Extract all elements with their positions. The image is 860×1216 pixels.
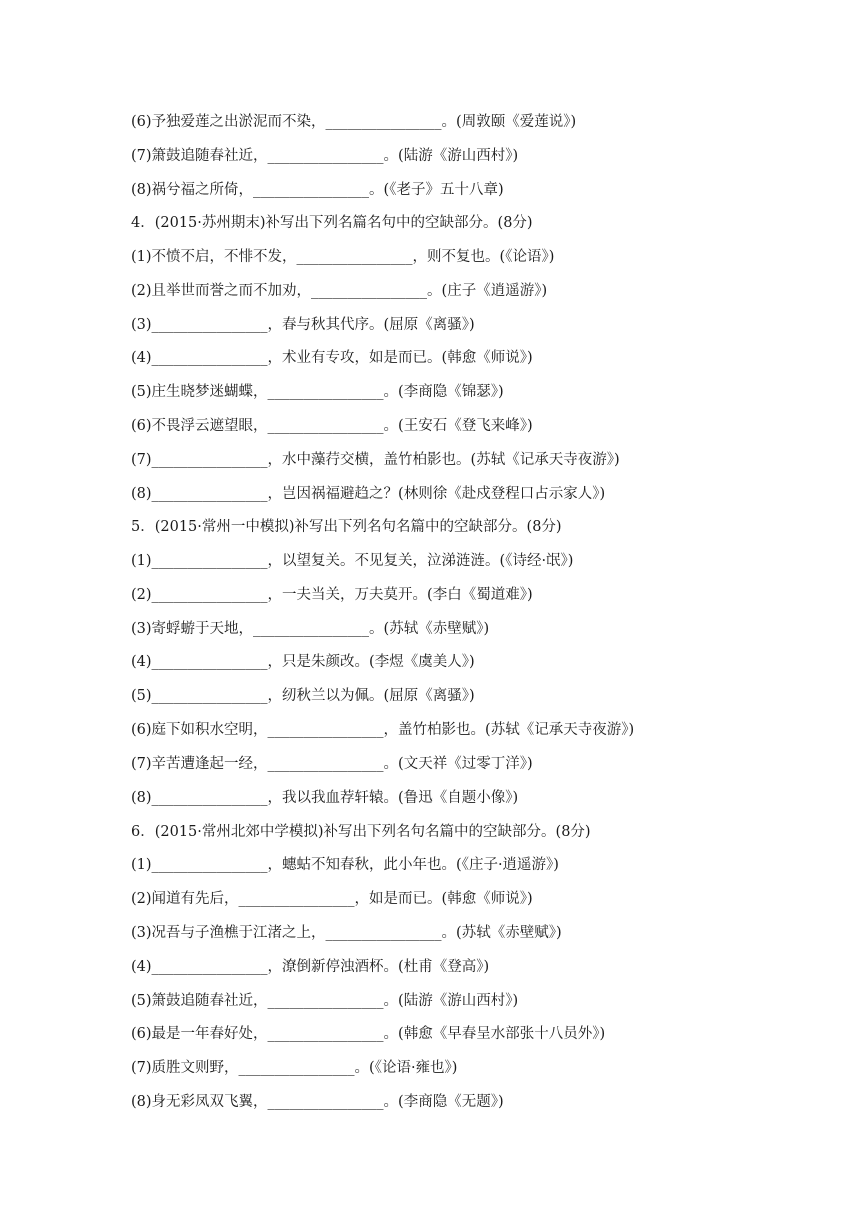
question-line: (1)不愤不启，不悱不发，________________，则不复也。(《论语》) (131, 249, 555, 265)
question-line: (5)箫鼓追随春社近，________________。(陆游《游山西村》) (131, 993, 519, 1009)
section-heading: 5．(2015·常州一中模拟)补写出下列名句名篇中的空缺部分。(8分) (131, 519, 562, 535)
question-line: (6)最是一年春好处，________________。(韩愈《早春呈水部张十八员外》) (131, 1026, 606, 1042)
question-line: (7)箫鼓追随春社近，________________。(陆游《游山西村》) (131, 148, 519, 164)
question-line: (7)辛苦遭逢起一经，________________。(文天祥《过零丁洋》) (131, 756, 533, 772)
question-line: (1)________________，蟪蛄不知春秋，此小年也。(《庄子·逍遥游》) (131, 857, 559, 873)
section-heading: 6．(2015·常州北郊中学模拟)补写出下列名句名篇中的空缺部分。(8分) (131, 824, 591, 840)
question-line: (2)________________，一夫当关，万夫莫开。(李白《蜀道难》) (131, 587, 533, 603)
question-line: (8)祸兮福之所倚，________________。(《老子》五十八章) (131, 182, 504, 198)
question-line: (6)庭下如积水空明，________________，盖竹柏影也。(苏轼《记承天寺夜游》) (131, 722, 635, 738)
question-line: (4)________________，潦倒新停浊酒杯。(杜甫《登高》) (131, 959, 490, 975)
question-line: (7)质胜文则野，________________。(《论语·雍也》) (131, 1060, 458, 1076)
question-line: (3)况吾与子渔樵于江渚之上，________________。(苏轼《赤壁赋》) (131, 925, 562, 941)
question-line: (4)________________，只是朱颜改。(李煜《虞美人》) (131, 654, 475, 670)
question-line: (1)________________，以望复关。不见复关，泣涕涟涟。(《诗经·氓》) (131, 553, 574, 569)
question-line: (3)寄蜉蝣于天地，________________。(苏轼《赤壁赋》) (131, 621, 490, 637)
section-heading: 4．(2015·苏州期末)补写出下列名篇名句中的空缺部分。(8分) (131, 215, 533, 231)
question-line: (8)________________，我以我血荐轩辕。(鲁迅《自题小像》) (131, 790, 519, 806)
question-line: (2)闻道有先后，________________，如是而已。(韩愈《师说》) (131, 891, 533, 907)
question-line: (6)予独爱莲之出淤泥而不染，________________。(周敦颐《爱莲说》) (131, 114, 577, 130)
question-line: (5)庄生晓梦迷蝴蝶，________________。(李商隐《锦瑟》) (131, 384, 504, 400)
question-line: (7)________________，水中藻荇交横，盖竹柏影也。(苏轼《记承天寺夜游》) (131, 452, 620, 468)
question-line: (3)________________，春与秋其代序。(屈原《离骚》) (131, 317, 475, 333)
question-line: (5)________________，纫秋兰以为佩。(屈原《离骚》) (131, 688, 475, 704)
question-line: (2)且举世而誉之而不加劝，________________。(庄子《逍遥游》) (131, 283, 548, 299)
question-line: (8)________________，岂因祸福避趋之？(林则徐《赴戍登程口占示家人》) (131, 486, 606, 502)
question-line: (8)身无彩凤双飞翼，________________。(李商隐《无题》) (131, 1094, 504, 1110)
question-line: (4)________________，术业有专攻，如是而已。(韩愈《师说》) (131, 350, 533, 366)
question-line: (6)不畏浮云遮望眼，________________。(王安石《登飞来峰》) (131, 418, 533, 434)
